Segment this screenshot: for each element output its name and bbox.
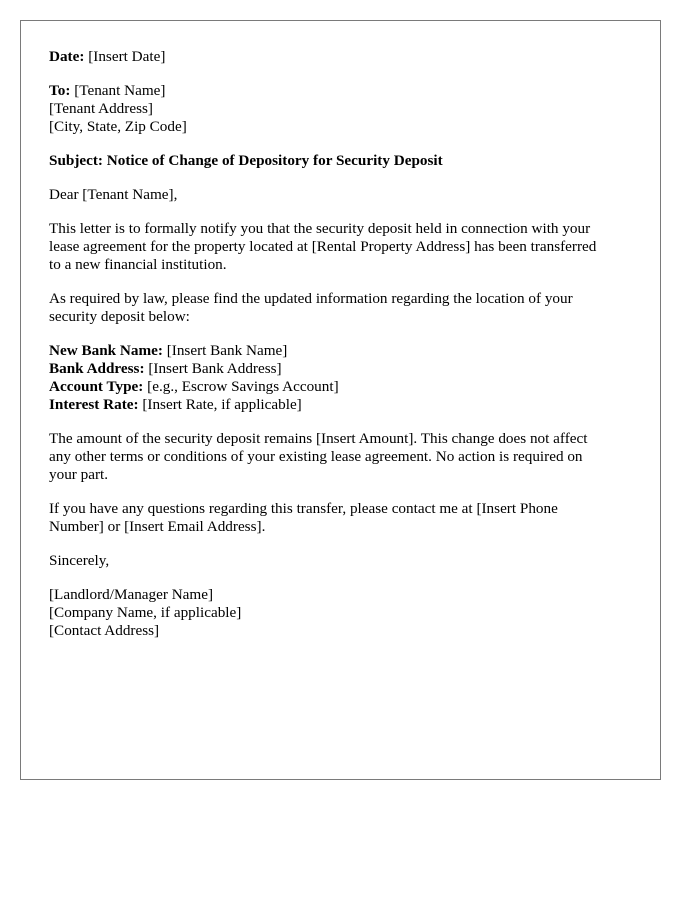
paragraph-line: lease agreement for the property located at [Rental Property Address] has been transferred bbox=[49, 238, 597, 255]
subject-line: Subject: Notice of Change of Depository for Security Deposit bbox=[49, 152, 443, 169]
recipient-name-line bbox=[49, 82, 639, 100]
account-type-value: [e.g., Escrow Savings Account] bbox=[143, 378, 339, 395]
paragraph-line: Number] or [Insert Email Address]. bbox=[49, 518, 266, 535]
paragraph-line: security deposit below: bbox=[49, 308, 190, 325]
paragraph-line: The amount of the security deposit remains [Insert Amount]. This change does not affect bbox=[49, 430, 588, 447]
bank-name-label: New Bank Name: bbox=[49, 342, 163, 359]
recipient-block bbox=[49, 82, 639, 136]
account-type-label: Account Type: bbox=[49, 378, 144, 395]
bank-address-value: [Insert Bank Address] bbox=[144, 360, 282, 377]
paragraph-line: This letter is to formally notify you that the security deposit held in connection with your bbox=[49, 220, 591, 237]
date-block bbox=[49, 48, 639, 66]
tenant-city: [City, State, Zip Code] bbox=[49, 118, 187, 135]
account-type-line bbox=[49, 378, 639, 396]
date-line bbox=[49, 48, 639, 66]
subject-block bbox=[49, 152, 639, 170]
closing: Sincerely, bbox=[49, 552, 110, 569]
paragraph-line: to a new financial institution. bbox=[49, 256, 227, 273]
bank-address-line bbox=[49, 360, 639, 378]
paragraph-line: As required by law, please find the updated information regarding the location of your bbox=[49, 290, 573, 307]
closing-block bbox=[49, 552, 639, 570]
date-label: Date: bbox=[49, 48, 85, 65]
paragraph-line: If you have any questions regarding this transfer, please contact me at [Insert Phone bbox=[49, 500, 558, 517]
tenant-address: [Tenant Address] bbox=[49, 100, 153, 117]
tenant-name: [Tenant Name] bbox=[70, 82, 166, 99]
to-label: To: bbox=[49, 82, 71, 99]
greeting-block bbox=[49, 186, 639, 204]
bank-address-label: Bank Address: bbox=[49, 360, 145, 377]
interest-rate-value: [Insert Rate, if applicable] bbox=[138, 396, 302, 413]
date-value: [Insert Date] bbox=[84, 48, 166, 65]
paragraph-deposit-amount bbox=[49, 430, 639, 484]
paragraph-contact bbox=[49, 500, 639, 536]
paragraph-line: any other terms or conditions of your existing lease agreement. No action is required on bbox=[49, 448, 583, 465]
bank-details-block bbox=[49, 342, 639, 414]
paragraph-transfer-notice bbox=[49, 220, 639, 274]
signature-address: [Contact Address] bbox=[49, 622, 160, 639]
letter-body bbox=[49, 48, 639, 656]
paragraph-legal-requirement bbox=[49, 290, 639, 326]
greeting: Dear [Tenant Name], bbox=[49, 186, 178, 203]
bank-name-line bbox=[49, 342, 639, 360]
paragraph-line: your part. bbox=[49, 466, 109, 483]
signature-block bbox=[49, 586, 639, 640]
signature-name: [Landlord/Manager Name] bbox=[49, 586, 214, 603]
interest-rate-label: Interest Rate: bbox=[49, 396, 139, 413]
signature-company: [Company Name, if applicable] bbox=[49, 604, 242, 621]
interest-rate-line bbox=[49, 396, 639, 414]
bank-name-value: [Insert Bank Name] bbox=[162, 342, 288, 359]
